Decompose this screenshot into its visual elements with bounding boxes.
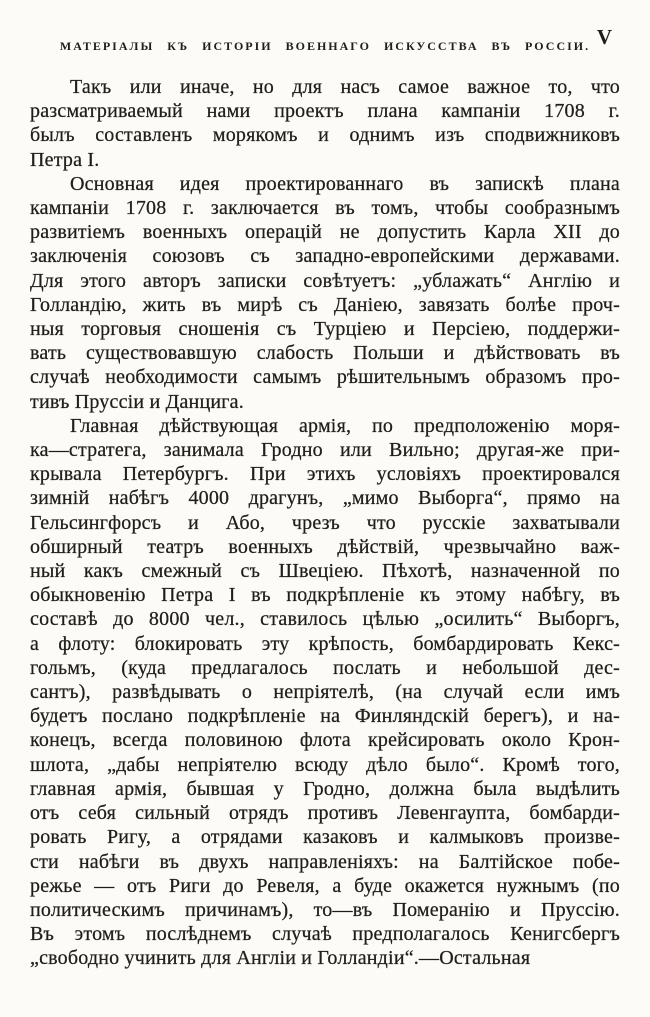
text-line: ныя торговыя сношенія съ Турціею и Персіею, поддержи-	[30, 318, 620, 341]
text-line: тивъ Пруссіи и Данцига.	[30, 390, 244, 413]
text-line: зимній набѣгъ 4000 драгунъ, „мимо Выборга“, прямо на	[30, 487, 620, 510]
text-line: а флоту: блокировать эту крѣпость, бомбардировать Кекс-	[30, 632, 620, 655]
text-line: ровать Ригу, а отрядами казаковъ и калмыковъ произве-	[30, 826, 620, 849]
text-line: гольмъ, (куда предлагалось послать и небольшой дес-	[30, 656, 620, 679]
text-line: Такъ или иначе, но для насъ самое важное то, что	[70, 76, 620, 98]
text-line: крывала Петербургъ. При этихъ условіяхъ проектировался	[30, 463, 620, 486]
text-line: случаѣ необходимости самымъ рѣшительнымъ образомъ про-	[30, 366, 620, 389]
text-line: Голландію, жить въ мирѣ съ Даніею, завязать болѣе проч-	[30, 293, 620, 316]
text-line: Гельсингфорсъ и Або, чрезъ что русскіе захватывали	[30, 511, 620, 534]
text-line: Основная идея проектированнаго въ запискѣ плана	[70, 172, 620, 195]
text-line: конецъ, всегда половиною флота крейсировать около Крон-	[30, 729, 620, 752]
text-line: вать существовавшую слабость Польши и дѣйствовать въ	[30, 342, 620, 365]
paragraph	[30, 172, 620, 414]
text-line: ный какъ смежный съ Швеціею. Пѣхотѣ, назначенной по	[30, 560, 620, 583]
text-line: составѣ до 8000 чел., ставилось цѣлью „осилить“ Выборгъ,	[30, 608, 620, 631]
page-body	[30, 75, 620, 971]
text-line: Главная дѣйствующая армія, по предположенію моря-	[70, 414, 620, 437]
paragraph	[30, 414, 620, 971]
text-line: былъ составленъ морякомъ и однимъ изъ сподвижниковъ	[30, 124, 620, 147]
text-line: разсматриваемый нами проектъ плана кампаніи 1708 г.	[30, 100, 620, 123]
paragraph	[30, 75, 620, 172]
text-line: Для этого авторъ записки совѣтуетъ: „ублажать“ Англію и	[30, 269, 620, 292]
text-line: шлота, „дабы непріятелю всюду дѣло было“. Кромѣ того,	[30, 753, 620, 776]
text-line: обширный театръ военныхъ дѣйствій, чрезвычайно важ-	[30, 535, 620, 558]
text-line: обыкновенію Петра I въ подкрѣпленіе къ этому набѣгу, въ	[30, 584, 620, 607]
text-line: режье — отъ Риги до Ревеля, а буде окажется нужнымъ (по	[30, 874, 620, 897]
page-number: V	[596, 25, 612, 49]
text-line: главная армія, бывшая у Гродно, должна была выдѣлить	[30, 777, 620, 800]
text-line: Въ этомъ послѣднемъ случаѣ предполагалось Кенигсбергъ	[30, 923, 620, 946]
running-header-title: МАТЕРІАЛЫ КЪ ИСТОРІИ ВОЕННАГО ИСКУССТВА ВЪ РОССІИ.	[59, 39, 591, 53]
text-line: будетъ послано подкрѣпленіе на Финляндскій берегъ), и на-	[30, 705, 620, 728]
text-line: ка—стратега, занимала Гродно или Вильно; другая-же при-	[30, 439, 620, 462]
text-line: сти набѣги въ двухъ направленіяхъ: на Балтійское побе-	[30, 850, 620, 873]
text-line: сантъ), развѣдывать о непріятелѣ, (на случай если имъ	[30, 681, 620, 704]
text-line: кампаніи 1708 г. заключается въ томъ, чтобы сообразнымъ	[30, 197, 620, 220]
text-line: „свободно учинить для Англіи и Голландіи“.—Остальная	[30, 947, 531, 970]
text-line: политическимъ причинамъ), то—въ Померанію и Пруссію.	[30, 898, 620, 921]
text-line: заключенія союзовъ съ западно-европейскими державами.	[30, 245, 620, 268]
text-line: Петра I.	[30, 148, 100, 171]
text-line: отъ себя сильный отрядъ противъ Левенгаупта, бомбарди-	[30, 802, 620, 825]
text-line: развитіемъ военныхъ операцій не допустить Карла XII до	[30, 221, 620, 244]
